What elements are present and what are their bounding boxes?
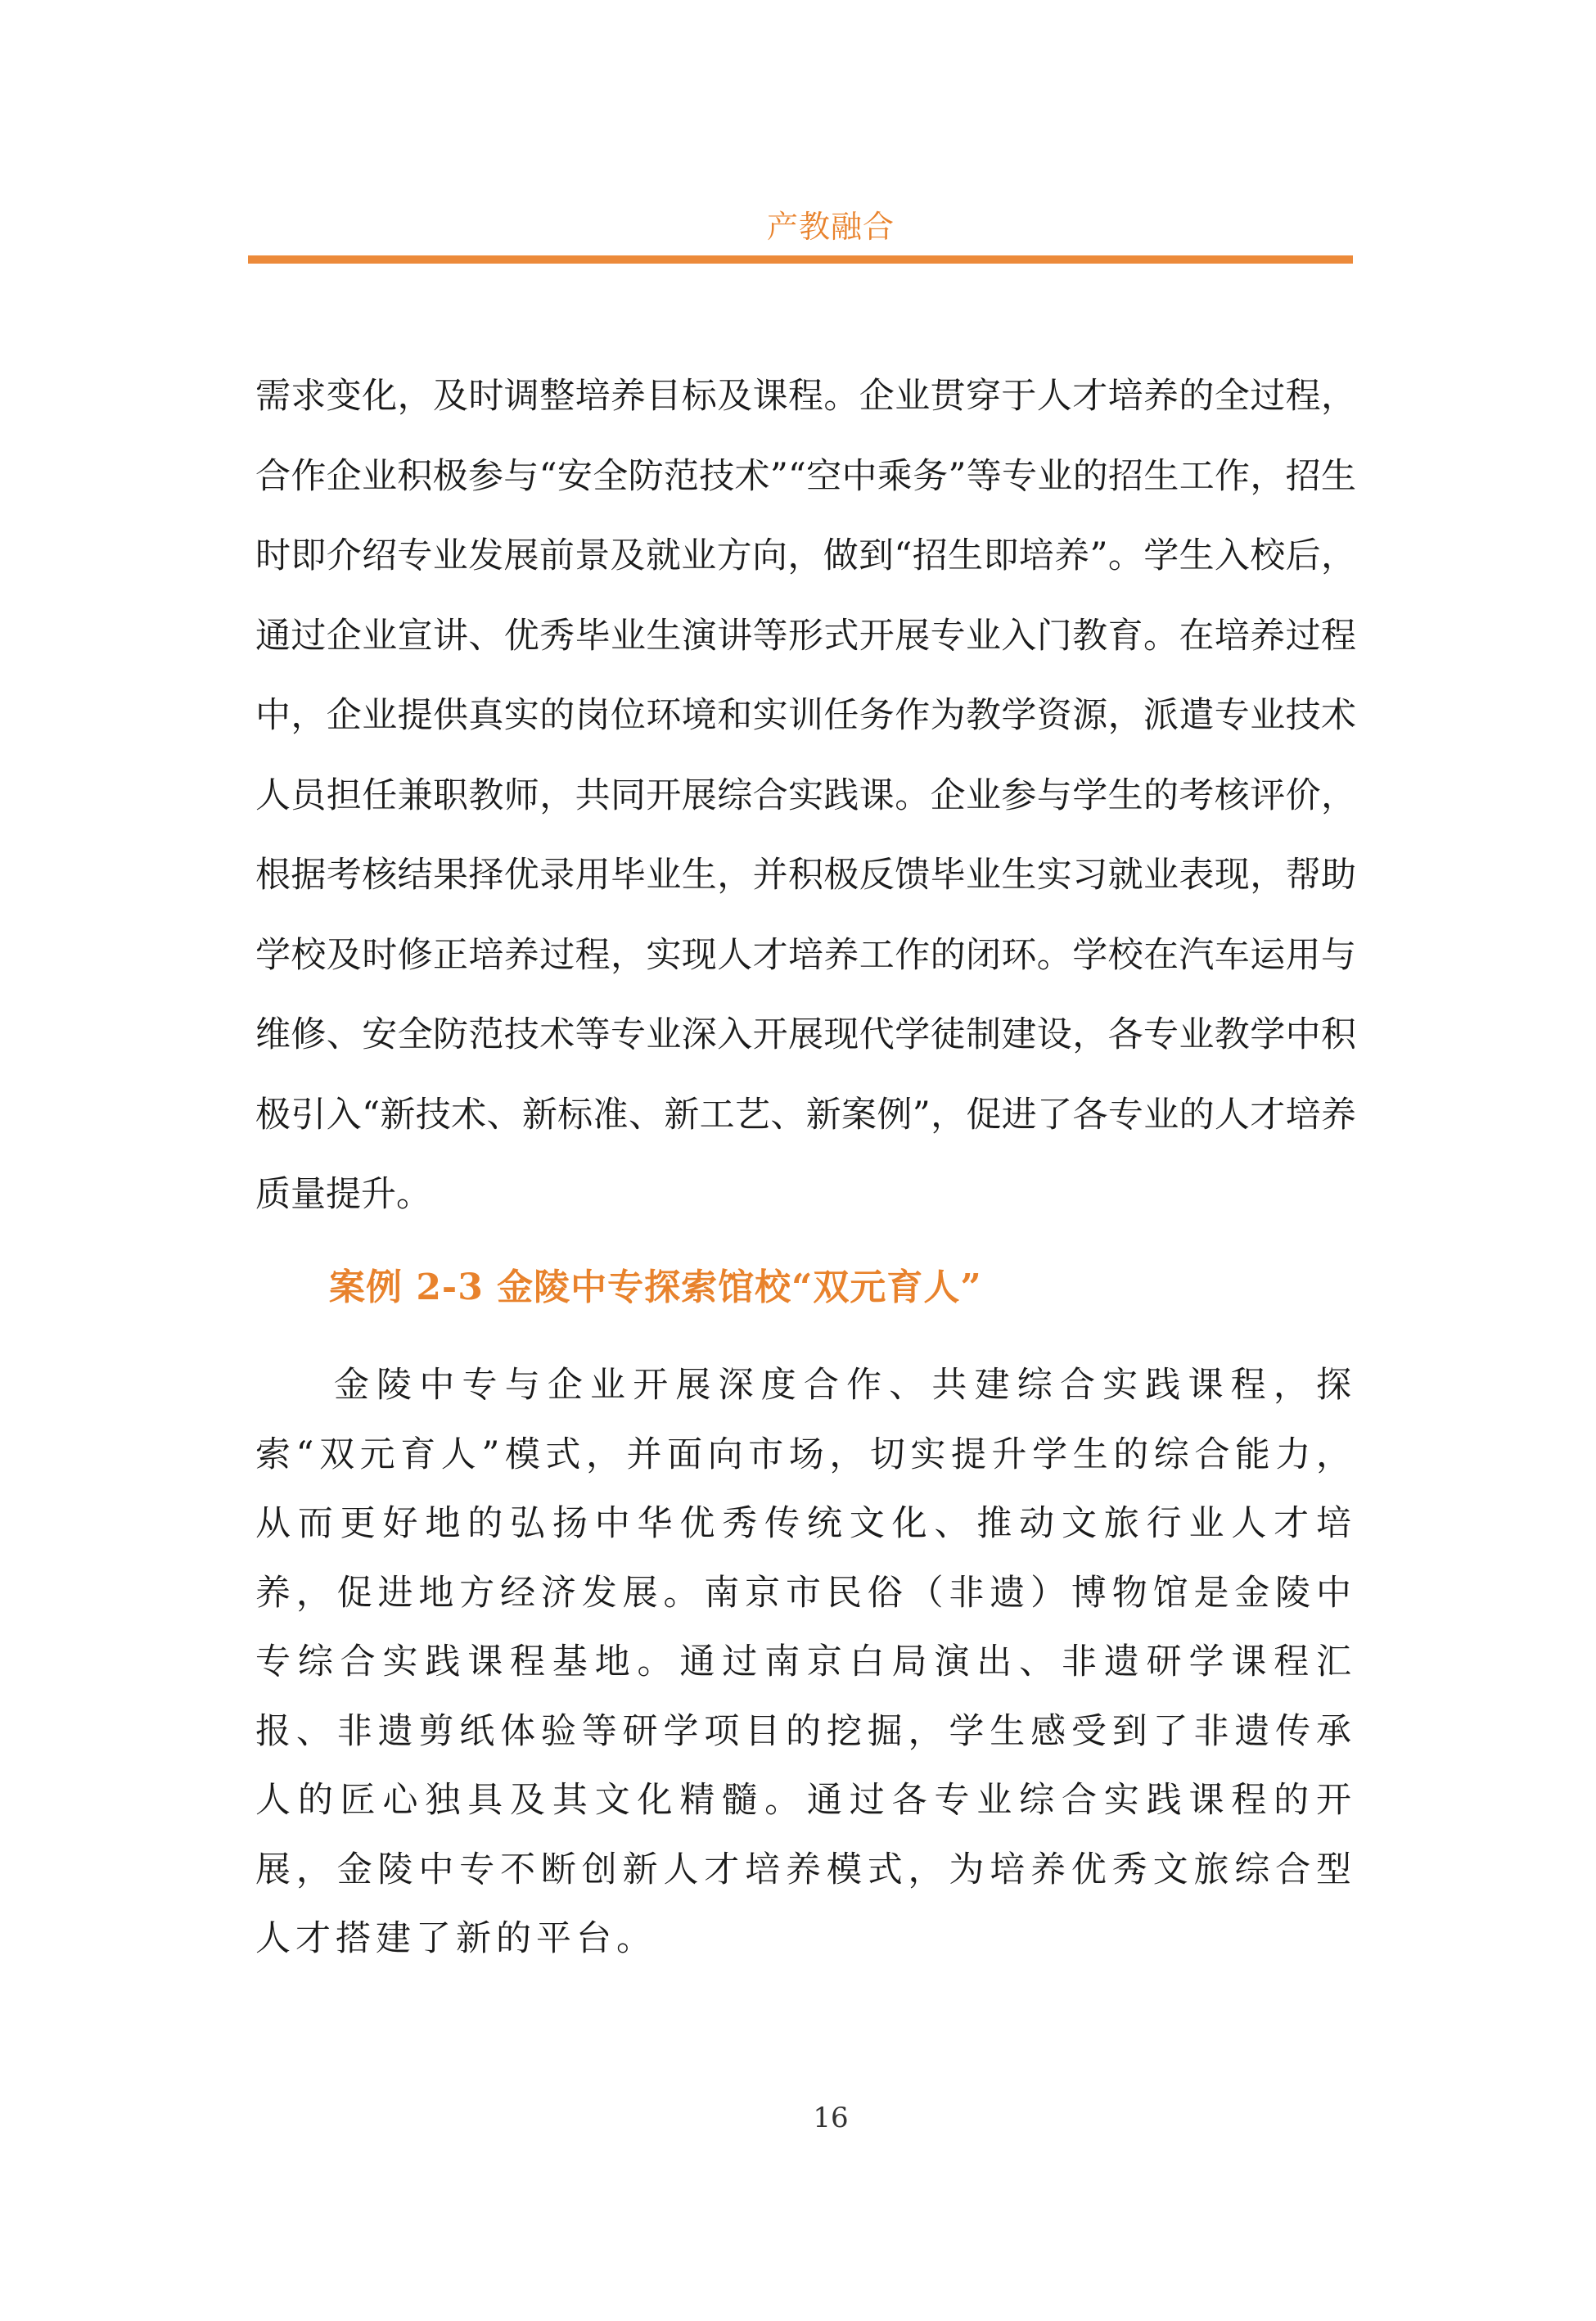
body-paragraph: 需求变化，及时调整培养目标及课程。企业贯穿于人才培养的全过程，合作企业积极参与“安全防范技术”“空中乘务”等专业的招生工作，招生时即介绍专业发展前景及就业方向，做到“招生即培养”。学生入校后，通过企业宣讲、优秀毕业生演讲等形式开展专业入门教育。在培养过程中，企业提供真实的岗位环境和实训任务作为教学资源，派遣专业技术人员担任兼职教师，共同开展综合实践课。企业参与学生的考核评价，根据考核结果择优录用毕业生，并积极反馈毕业生实习就业表现，帮助学校及时修正培养过程，实现人才培养工作的闭环。学校在汽车运用与维修、安全防范技术等专业深入开展现代学徒制建设，各专业教学中积极引入“新技术、新标准、新工艺、新案例”，促进了各专业的人才培养质量提升。 [255, 376, 1356, 1215]
case-paragraph: 金陵中专与企业开展深度合作、共建综合实践课程，探索“双元育人”模式，并面向市场，切实提升学生的综合能力，从而更好地的弘扬中华优秀传统文化、推动文旅行业人才培养，促进地方经济发展。南京市民俗（非遗）博物馆是金陵中专综合实践课程基地。通过南京白局演出、非遗研学课程汇报、非遗剪纸体验等研学项目的挖掘，学生感受到了非遗传承人的匠心独具及其文化精髓。通过各专业综合实践课程的开展，金陵中专不断创新人才培养模式，为培养优秀文旅综合型人才搭建了新的平台。 [255, 1365, 1356, 1959]
case-heading: 案例 2-3 金陵中专探索馆校“双元育人” [329, 1267, 982, 1308]
header-divider [248, 255, 1353, 264]
page-number: 16 [813, 2102, 849, 2134]
running-header-title: 产教融合 [766, 209, 895, 245]
